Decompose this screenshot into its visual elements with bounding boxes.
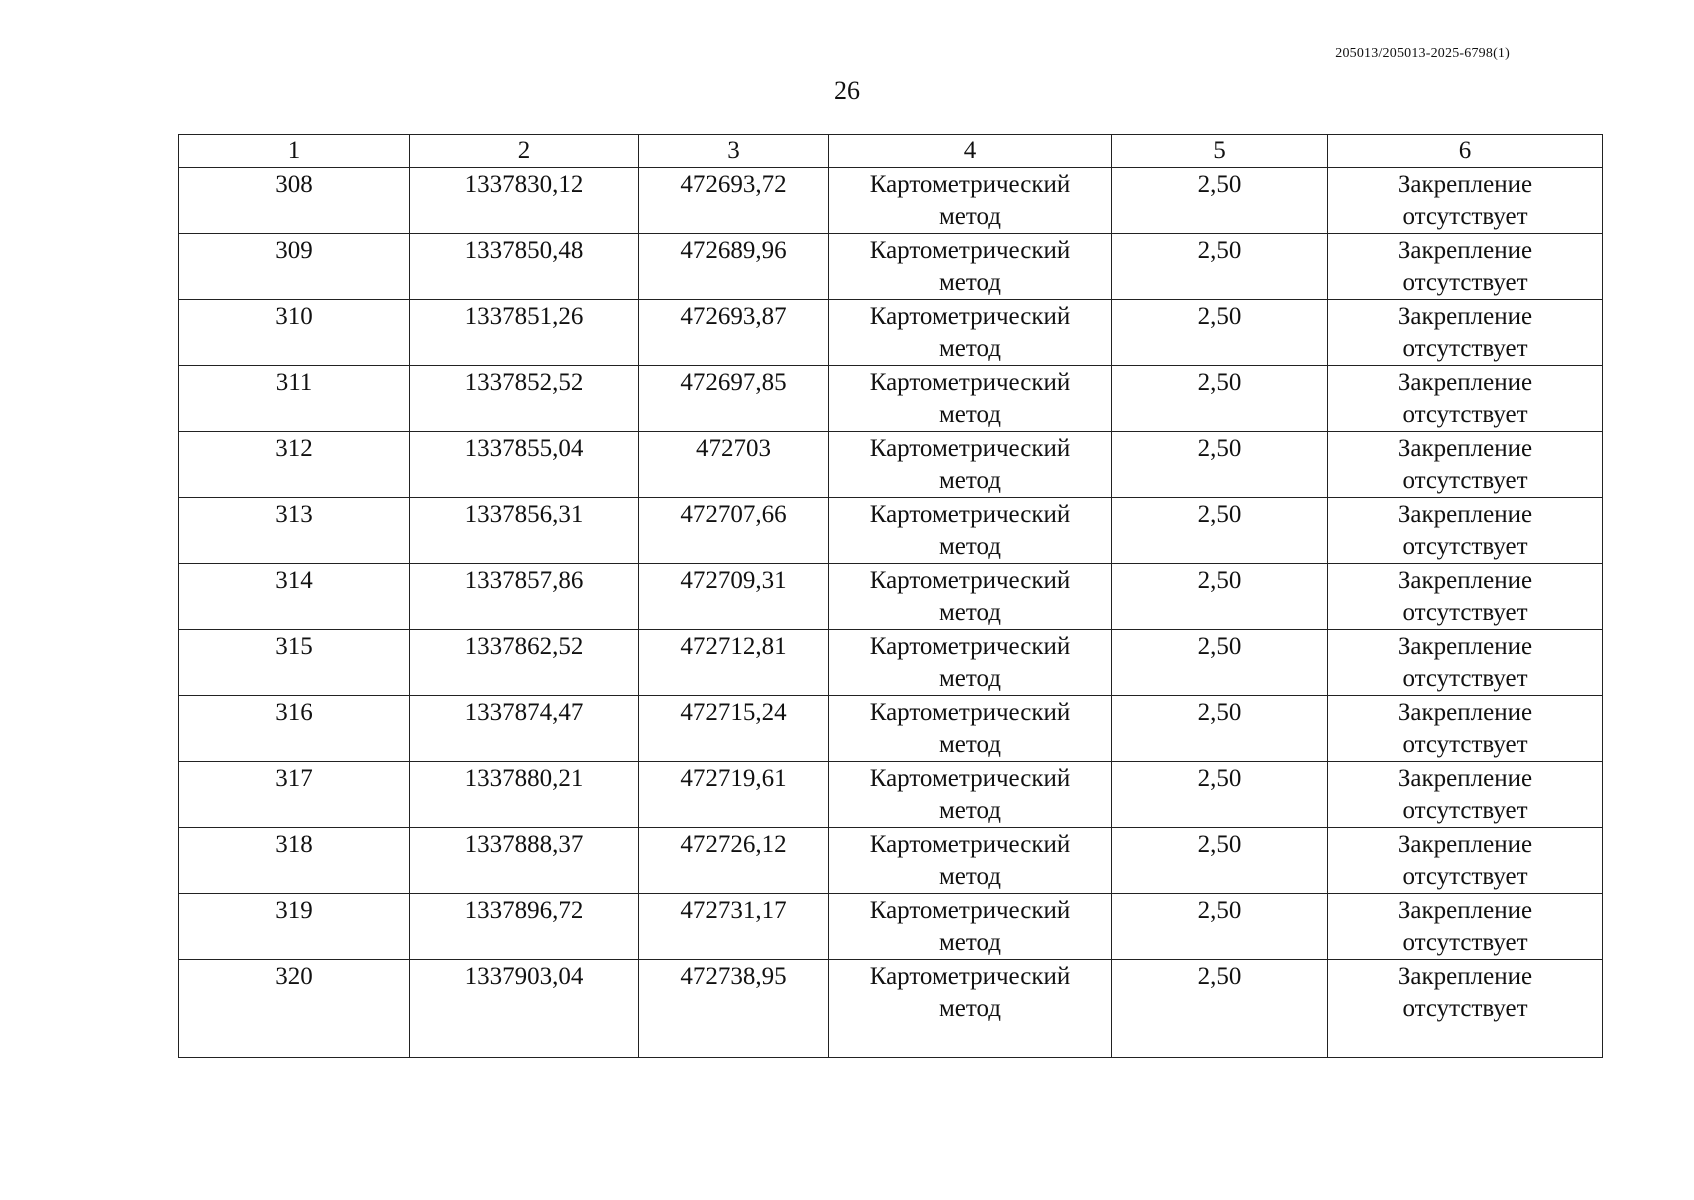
point-number-cell: 312 <box>179 432 410 498</box>
method-cell <box>829 168 1112 234</box>
fixing-cell-line: Закрепление <box>1397 765 1533 792</box>
accuracy-cell: 2,50 <box>1112 300 1328 366</box>
x-coordinate-cell: 1337880,21 <box>410 762 639 828</box>
point-number-cell: 314 <box>179 564 410 630</box>
point-number-cell: 315 <box>179 630 410 696</box>
method-cell-line: метод <box>938 467 1001 494</box>
fixing-cell-line: отсутствует <box>1402 401 1528 428</box>
table-row <box>179 366 1603 432</box>
coordinates-table <box>178 134 1603 1058</box>
column-header-1: 1 <box>179 135 410 168</box>
table-row <box>179 630 1603 696</box>
point-number-cell: 319 <box>179 894 410 960</box>
fixing-cell <box>1328 432 1603 498</box>
accuracy-cell: 2,50 <box>1112 630 1328 696</box>
fixing-cell <box>1328 828 1603 894</box>
fixing-cell-line: Закрепление <box>1397 303 1533 330</box>
method-cell <box>829 696 1112 762</box>
method-cell-line: Картометрический <box>869 567 1071 594</box>
method-cell <box>829 366 1112 432</box>
x-coordinate-cell: 1337862,52 <box>410 630 639 696</box>
method-cell-line: метод <box>938 731 1001 758</box>
fixing-cell <box>1328 564 1603 630</box>
fixing-cell-line: отсутствует <box>1402 797 1528 824</box>
accuracy-cell: 2,50 <box>1112 696 1328 762</box>
accuracy-cell: 2,50 <box>1112 168 1328 234</box>
y-coordinate-cell: 472719,61 <box>639 762 829 828</box>
y-coordinate-cell: 472697,85 <box>639 366 829 432</box>
method-cell-line: Картометрический <box>869 633 1071 660</box>
method-cell <box>829 762 1112 828</box>
method-cell <box>829 630 1112 696</box>
fixing-cell <box>1328 696 1603 762</box>
accuracy-cell: 2,50 <box>1112 498 1328 564</box>
point-number-cell: 320 <box>179 960 410 1058</box>
fixing-cell-line: отсутствует <box>1402 665 1528 692</box>
method-cell <box>829 234 1112 300</box>
fixing-cell-line: отсутствует <box>1402 533 1528 560</box>
table-row <box>179 168 1603 234</box>
fixing-cell-line: отсутствует <box>1402 731 1528 758</box>
method-cell-line: метод <box>938 269 1001 296</box>
y-coordinate-cell: 472707,66 <box>639 498 829 564</box>
y-coordinate-cell: 472709,31 <box>639 564 829 630</box>
y-coordinate-cell: 472703 <box>639 432 829 498</box>
method-cell-line: метод <box>938 599 1001 626</box>
method-cell <box>829 300 1112 366</box>
method-cell-line: Картометрический <box>869 831 1071 858</box>
fixing-cell-line: Закрепление <box>1397 435 1533 462</box>
x-coordinate-cell: 1337830,12 <box>410 168 639 234</box>
fixing-cell <box>1328 960 1603 1058</box>
table-row <box>179 432 1603 498</box>
x-coordinate-cell: 1337903,04 <box>410 960 639 1058</box>
x-coordinate-cell: 1337856,31 <box>410 498 639 564</box>
method-cell-line: метод <box>938 401 1001 428</box>
fixing-cell-line: отсутствует <box>1402 599 1528 626</box>
method-cell-line: метод <box>938 797 1001 824</box>
y-coordinate-cell: 472738,95 <box>639 960 829 1058</box>
accuracy-cell: 2,50 <box>1112 894 1328 960</box>
fixing-cell <box>1328 300 1603 366</box>
fixing-cell-line: Закрепление <box>1397 171 1533 198</box>
table-row <box>179 498 1603 564</box>
x-coordinate-cell: 1337850,48 <box>410 234 639 300</box>
accuracy-cell: 2,50 <box>1112 234 1328 300</box>
y-coordinate-cell: 472693,72 <box>639 168 829 234</box>
y-coordinate-cell: 472715,24 <box>639 696 829 762</box>
fixing-cell-line: Закрепление <box>1397 897 1533 924</box>
fixing-cell <box>1328 366 1603 432</box>
table-row <box>179 828 1603 894</box>
column-header-4: 4 <box>829 135 1112 168</box>
method-cell <box>829 828 1112 894</box>
fixing-cell <box>1328 894 1603 960</box>
method-cell <box>829 498 1112 564</box>
fixing-cell-line: Закрепление <box>1397 831 1533 858</box>
fixing-cell-line: отсутствует <box>1402 467 1528 494</box>
method-cell-line: Картометрический <box>869 963 1071 990</box>
column-header-2: 2 <box>410 135 639 168</box>
fixing-cell <box>1328 498 1603 564</box>
table-row <box>179 234 1603 300</box>
fixing-cell-line: отсутствует <box>1402 929 1528 956</box>
table-row <box>179 564 1603 630</box>
method-cell-line: Картометрический <box>869 501 1071 528</box>
point-number-cell: 311 <box>179 366 410 432</box>
method-cell-line: Картометрический <box>869 369 1071 396</box>
fixing-cell-line: отсутствует <box>1402 335 1528 362</box>
method-cell-line: Картометрический <box>869 699 1071 726</box>
fixing-cell-line: Закрепление <box>1397 237 1533 264</box>
point-number-cell: 313 <box>179 498 410 564</box>
fixing-cell-line: Закрепление <box>1397 369 1533 396</box>
method-cell <box>829 894 1112 960</box>
table-row <box>179 696 1603 762</box>
accuracy-cell: 2,50 <box>1112 828 1328 894</box>
fixing-cell-line: Закрепление <box>1397 567 1533 594</box>
method-cell-line: метод <box>938 665 1001 692</box>
point-number-cell: 316 <box>179 696 410 762</box>
fixing-cell-line: отсутствует <box>1402 863 1528 890</box>
method-cell-line: метод <box>938 533 1001 560</box>
method-cell-line: Картометрический <box>869 303 1071 330</box>
fixing-cell <box>1328 762 1603 828</box>
method-cell-line: Картометрический <box>869 897 1071 924</box>
table-row <box>179 762 1603 828</box>
table-row <box>179 300 1603 366</box>
y-coordinate-cell: 472731,17 <box>639 894 829 960</box>
table-row <box>179 894 1603 960</box>
fixing-cell-line: отсутствует <box>1402 203 1528 230</box>
method-cell-line: метод <box>938 929 1001 956</box>
method-cell <box>829 564 1112 630</box>
accuracy-cell: 2,50 <box>1112 432 1328 498</box>
fixing-cell-line: Закрепление <box>1397 699 1533 726</box>
y-coordinate-cell: 472712,81 <box>639 630 829 696</box>
column-header-3: 3 <box>639 135 829 168</box>
column-header-5: 5 <box>1112 135 1328 168</box>
point-number-cell: 318 <box>179 828 410 894</box>
y-coordinate-cell: 472693,87 <box>639 300 829 366</box>
method-cell-line: метод <box>938 203 1001 230</box>
point-number-cell: 310 <box>179 300 410 366</box>
fixing-cell-line: Закрепление <box>1397 963 1533 990</box>
fixing-cell-line: отсутствует <box>1402 995 1528 1022</box>
page-number: 26 <box>834 76 860 105</box>
x-coordinate-cell: 1337852,52 <box>410 366 639 432</box>
method-cell <box>829 432 1112 498</box>
method-cell-line: Картометрический <box>869 237 1071 264</box>
y-coordinate-cell: 472726,12 <box>639 828 829 894</box>
method-cell <box>829 960 1112 1058</box>
method-cell-line: Картометрический <box>869 435 1071 462</box>
table-header <box>179 135 1603 168</box>
x-coordinate-cell: 1337855,04 <box>410 432 639 498</box>
method-cell-line: Картометрический <box>869 171 1071 198</box>
fixing-cell <box>1328 630 1603 696</box>
method-cell-line: метод <box>938 335 1001 362</box>
x-coordinate-cell: 1337874,47 <box>410 696 639 762</box>
accuracy-cell: 2,50 <box>1112 960 1328 1058</box>
method-cell-line: Картометрический <box>869 765 1071 792</box>
point-number-cell: 309 <box>179 234 410 300</box>
fixing-cell-line: Закрепление <box>1397 633 1533 660</box>
accuracy-cell: 2,50 <box>1112 564 1328 630</box>
accuracy-cell: 2,50 <box>1112 762 1328 828</box>
document-registration-number: 205013/205013-2025-6798(1) <box>1335 46 1510 61</box>
fixing-cell-line: отсутствует <box>1402 269 1528 296</box>
point-number-cell: 317 <box>179 762 410 828</box>
x-coordinate-cell: 1337888,37 <box>410 828 639 894</box>
y-coordinate-cell: 472689,96 <box>639 234 829 300</box>
accuracy-cell: 2,50 <box>1112 366 1328 432</box>
header-row <box>179 135 1603 168</box>
fixing-cell <box>1328 234 1603 300</box>
x-coordinate-cell: 1337896,72 <box>410 894 639 960</box>
fixing-cell-line: Закрепление <box>1397 501 1533 528</box>
table-body <box>179 168 1603 1058</box>
method-cell-line: метод <box>938 863 1001 890</box>
x-coordinate-cell: 1337857,86 <box>410 564 639 630</box>
method-cell-line: метод <box>938 995 1001 1022</box>
x-coordinate-cell: 1337851,26 <box>410 300 639 366</box>
table-row <box>179 960 1603 1058</box>
fixing-cell <box>1328 168 1603 234</box>
column-header-6: 6 <box>1328 135 1603 168</box>
point-number-cell: 308 <box>179 168 410 234</box>
